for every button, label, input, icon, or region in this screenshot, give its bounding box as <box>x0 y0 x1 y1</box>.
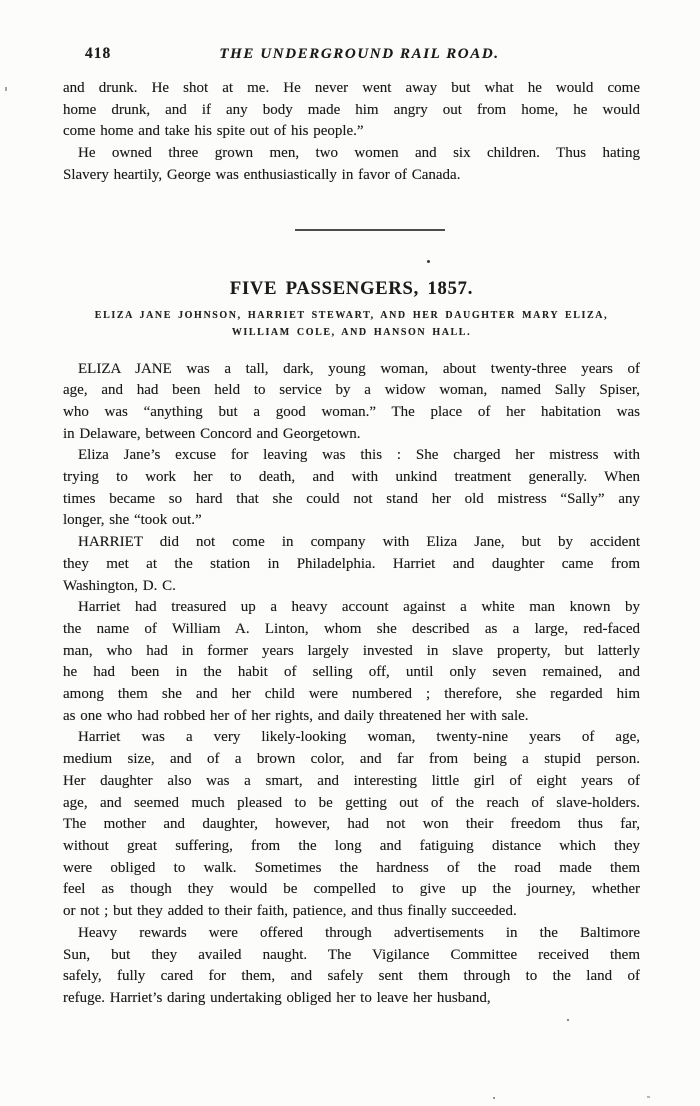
text-line: He owned three grown men, two women and six children. Thus hating <box>78 145 640 162</box>
text-line: safely, fully cared for them, and safely sent them through to the land of <box>63 968 640 985</box>
scan-artifact-dot <box>427 260 430 263</box>
running-title: THE UNDERGROUND RAIL ROAD. <box>219 46 500 62</box>
text-line: he had been in the habit of selling off, until only seven remained, and <box>63 664 640 681</box>
body-section <box>63 359 640 1010</box>
text-line: Harriet was a very likely-looking woman, twenty-nine years of age, <box>78 729 640 746</box>
text-line: times became so hard that she could not stand her old mistress “Sally” any <box>63 490 640 507</box>
section-divider-rule <box>295 229 445 231</box>
text-line: The mother and daughter, however, had not won their freedom thus far, <box>63 816 640 833</box>
text-line: Harriet had treasured up a heavy account against a white man known by <box>78 599 640 616</box>
text-line: they met at the station in Philadelphia. Harriet and daughter came from <box>63 555 640 572</box>
running-header <box>63 44 640 64</box>
text-line: medium size, and of a brown color, and far from being a stupid person. <box>63 751 640 768</box>
scan-artifact-dot <box>647 1096 650 1098</box>
text-column <box>63 0 640 1010</box>
scan-artifact-dot <box>493 1097 495 1099</box>
text-line: and drunk. He shot at me. He never went away but what he would come <box>63 80 640 96</box>
section-title: FIVE PASSENGERS, 1857. <box>229 278 474 299</box>
paragraph <box>63 445 640 532</box>
scan-artifact-dot <box>5 87 7 91</box>
text-line: in Delaware, between Concord and Georgetown. <box>63 425 361 442</box>
text-line: Heavy rewards were offered through advertisements in the Baltimore <box>78 924 640 941</box>
section-subtitle <box>63 307 640 341</box>
text-line: HARRIET did not come in company with Eliza Jane, but by accident <box>78 534 640 551</box>
text-line: Slavery heartily, George was enthusiastically in favor of Canada. <box>63 166 461 183</box>
text-line: man, who had in former years largely invested in slave property, but latterly <box>63 642 640 659</box>
paragraph <box>63 78 640 143</box>
text-line: Eliza Jane’s excuse for leaving was this : She charged her mistress with <box>78 447 640 464</box>
section-subtitle-line: ELIZA JANE JOHNSON, HARRIET STEWART, AND HER DAUGHTER MARY ELIZA, <box>94 309 609 321</box>
intro-section <box>63 78 640 187</box>
text-line: refuge. Harriet’s daring undertaking obliged her to leave her husband, <box>63 989 491 1006</box>
text-line: Sun, but they availed naught. The Vigilance Committee received them <box>63 946 640 963</box>
paragraph <box>63 143 640 186</box>
paragraph <box>63 727 640 922</box>
scan-artifact-dot <box>567 1019 569 1021</box>
text-line: longer, she “took out.” <box>63 512 202 529</box>
text-line: or not ; but they added to their faith, patience, and thus finally succeeded. <box>63 903 517 920</box>
text-line: feel as though they would be compelled to give up the journey, whether <box>63 881 640 898</box>
text-line: Her daughter also was a smart, and interesting little girl of eight years of <box>63 772 640 789</box>
paragraph <box>63 532 640 597</box>
text-line: as one who had robbed her of her rights, and daily threatened her with sale. <box>63 707 529 724</box>
text-line: were obliged to walk. Sometimes the hardness of the road made them <box>63 859 640 876</box>
section-subtitle-line: WILLIAM COLE, AND HANSON HALL. <box>231 326 472 338</box>
text-line: among them she and her child were numbered ; therefore, she regarded him <box>63 686 640 703</box>
paragraph <box>63 597 640 727</box>
text-line: ELIZA JANE was a tall, dark, young woman, about twenty-three years of <box>78 360 640 377</box>
text-line: without great suffering, from the long and fatiguing distance which they <box>63 837 640 854</box>
paragraph <box>63 923 640 1010</box>
text-line: who was “anything but a good woman.” The place of her habitation was <box>63 403 640 420</box>
text-line: age, and seemed much pleased to be getting out of the reach of slave-holders. <box>63 794 640 811</box>
text-line: Washington, D. C. <box>63 577 176 594</box>
text-line: trying to work her to death, and with unkind treatment generally. When <box>63 469 640 486</box>
paragraph <box>63 359 640 446</box>
text-line: home drunk, and if any body made him angry out from home, he would <box>63 101 640 118</box>
text-line: the name of William A. Linton, whom she described as a large, red-faced <box>63 620 640 637</box>
text-line: age, and had been held to service by a widow woman, named Sally Spiser, <box>63 382 640 399</box>
page-number: 418 <box>85 45 112 62</box>
text-line: come home and take his spite out of his people.” <box>63 123 364 140</box>
